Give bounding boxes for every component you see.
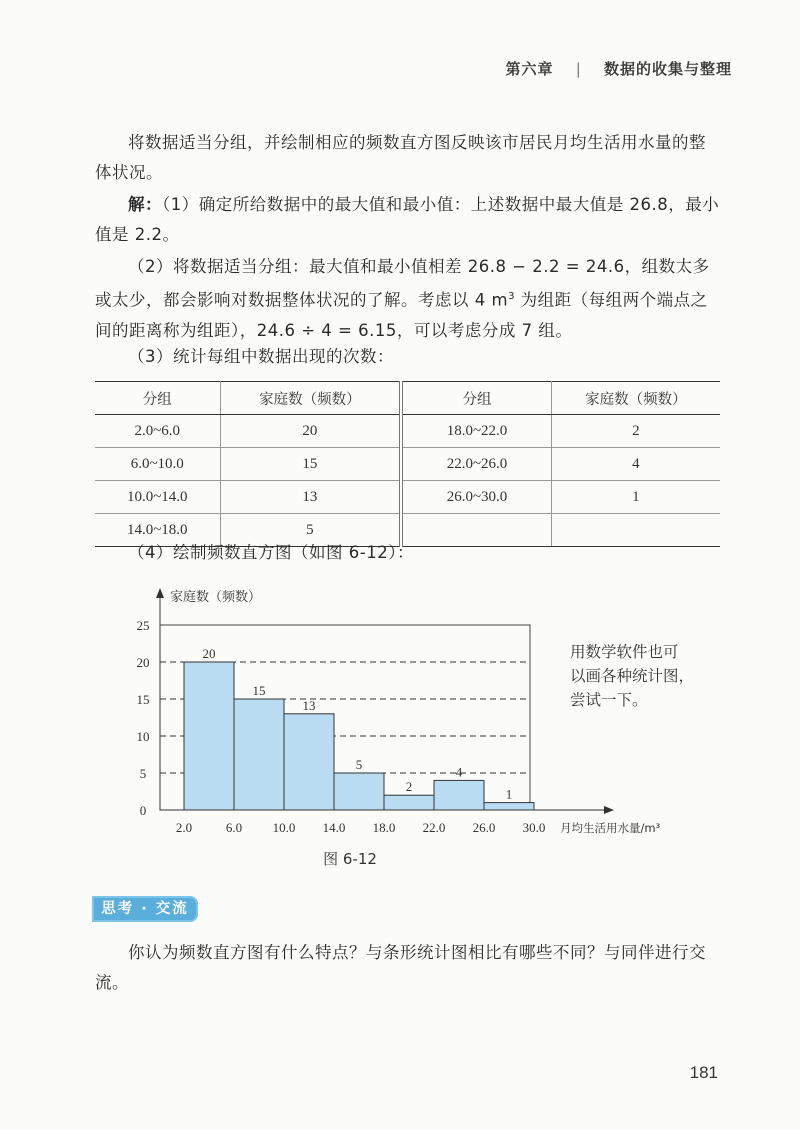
table-cell: 18.0~22.0 [401,415,551,448]
table-cell: 5 [220,514,401,547]
bar-value-label: 13 [302,697,316,713]
step-3-paragraph: （3）统计每组中数据出现的次数： [128,347,394,366]
header-group-1: 分组 [95,382,220,415]
header-count-2: 家庭数（频数） [551,382,720,415]
histogram-bar [334,773,384,810]
y-tick-label: 0 [139,803,147,818]
table-row [95,481,720,514]
chapter-title: 数据的收集与整理 [603,60,732,78]
think-discuss-badge: 思考 · 交流 [92,896,198,922]
x-tick-label: 14.0 [322,820,346,835]
header-separator: | [575,60,582,78]
figure-caption: 图 6-12 [323,850,377,868]
y-tick-label: 10 [136,729,150,744]
table-header-row [95,382,720,415]
step-2-text-a: （2）将数据适当分组：最大值和最小值相差 26.8 − 2.2 = 24.6，组数太多或太少，都会影响对数据整体状况的了解。考虑以 4 m [95,257,710,310]
table-cell: 10.0~14.0 [95,481,220,514]
table-row [95,448,720,481]
running-header [505,58,732,79]
bar-value-label: 20 [202,646,216,661]
bar-value-label: 2 [405,779,413,795]
page-number: 181 [689,1063,718,1082]
cube-superscript: 3 [508,291,515,302]
table-row [95,415,720,448]
x-axis-arrow-icon [604,806,614,814]
chapter-label: 第六章 [505,60,554,78]
step-2-paragraph [95,252,720,346]
step-2-text-b: 为组距（每组两个端点之间的距离称为组距），24.6 ÷ 4 = 6.15，可以考虑分成 7 组。 [95,290,708,340]
x-tick-label: 26.0 [472,820,496,835]
table-cell: 6.0~10.0 [95,448,220,481]
table-cell: 4 [551,448,720,481]
y-axis-label: 家庭数（频数） [170,590,262,605]
x-axis-label: 月均生活用水量/m³ [560,821,661,835]
intro-paragraph: 将数据适当分组，并绘制相应的频数直方图反映该市居民月均生活用水量的整体状况。 [95,133,706,182]
histogram-bar [284,714,334,810]
histogram-bar [184,662,234,810]
x-tick-label: 6.0 [225,820,243,835]
step-1-paragraph [95,190,720,250]
side-note-line: 以画各种统计图， [570,667,695,685]
table-cell: 14.0~18.0 [95,514,220,547]
x-tick-label: 18.0 [372,820,396,835]
table-cell: 22.0~26.0 [401,448,551,481]
solution-label: 解： [128,195,162,214]
frequency-table [95,381,720,547]
table-cell: 26.0~30.0 [401,481,551,514]
y-tick-label: 5 [139,766,147,781]
x-tick-label: 30.0 [522,820,546,835]
histogram-bar [234,699,284,810]
histogram-bar [484,803,534,810]
side-note [570,640,710,712]
bar-value-label: 5 [355,757,363,772]
y-tick-label: 25 [136,618,150,633]
step-1-text: （1）确定所给数据中的最大值和最小值：上述数据中最大值是 26.8，最小值是 2.2。 [95,195,720,244]
header-group-2: 分组 [401,382,551,415]
table-cell: 2.0~6.0 [95,415,220,448]
table-cell: 15 [220,448,401,481]
discussion-question: 你认为频数直方图有什么特点？与条形统计图相比有哪些不同？与同伴进行交流。 [95,943,706,992]
histogram-bar [384,795,434,810]
bar-value-label: 1 [505,786,513,802]
header-count-1: 家庭数（频数） [220,382,401,415]
table-cell: 20 [220,415,401,448]
bar-value-label: 15 [252,683,266,698]
x-tick-label: 10.0 [272,820,296,835]
table-cell: 13 [220,481,401,514]
table-cell: 2 [551,415,720,448]
table-cell: 1 [551,481,720,514]
side-note-line: 尝试一下。 [570,691,648,709]
side-note-line: 用数学软件也可 [570,643,679,661]
y-tick-label: 15 [136,692,150,707]
x-tick-label: 22.0 [422,820,446,835]
step-4-paragraph: （4）绘制频数直方图（如图 6-12）： [128,543,414,562]
y-tick-label: 20 [136,655,150,670]
histogram-bar [434,780,484,810]
y-axis-arrow-icon [156,588,164,598]
x-tick-label: 2.0 [175,820,193,835]
bar-value-label: 4 [455,764,463,780]
